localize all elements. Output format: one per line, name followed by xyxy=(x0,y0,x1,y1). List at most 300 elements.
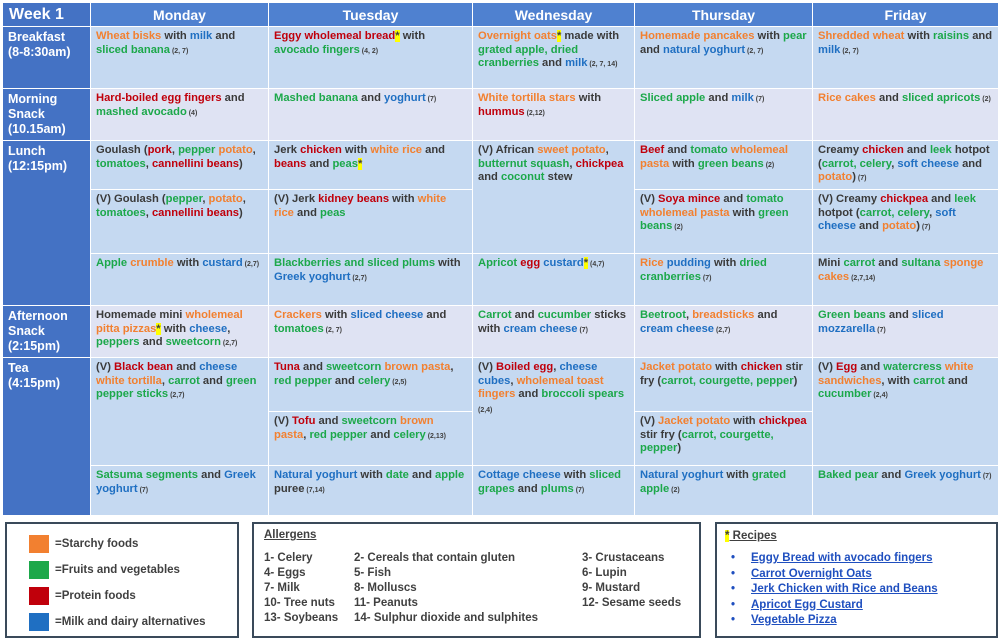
menu-cell xyxy=(813,358,999,466)
legend-swatch xyxy=(29,613,49,631)
menu-text: chicken xyxy=(740,361,783,373)
menu-text: and xyxy=(199,374,226,387)
menu-text: Apricot xyxy=(478,257,518,269)
menu-text: , xyxy=(553,361,560,373)
menu-text: peas xyxy=(320,206,346,219)
menu-cell xyxy=(473,306,635,358)
menu-text: and xyxy=(903,144,930,156)
menu-text: with xyxy=(730,415,759,427)
menu-text: peppers xyxy=(96,336,140,348)
menu-text: (7) xyxy=(875,326,886,334)
menu-text: and xyxy=(640,43,663,56)
menu-text: Black bean xyxy=(114,361,174,373)
menu-cell xyxy=(635,412,813,466)
menu-text: peas xyxy=(332,157,358,170)
menu-text: beans xyxy=(274,157,307,170)
menu-text: and xyxy=(331,374,358,387)
menu-text: (7) xyxy=(137,486,149,494)
allergen-item: 5- Fish xyxy=(354,567,392,579)
menu-text: green beans xyxy=(697,157,764,170)
menu-text: and xyxy=(357,92,385,104)
menu-text: potato xyxy=(818,171,853,183)
menu-text: tomato xyxy=(746,193,784,205)
meal-label-line: Breakfast xyxy=(8,30,65,44)
menu-text: (7) xyxy=(573,486,585,494)
menu-text: , xyxy=(161,374,169,387)
menu-text: (2,4) xyxy=(871,392,888,399)
menu-text: red pepper xyxy=(274,374,332,387)
menu-text: brown pasta xyxy=(384,361,451,373)
legend-label: =Milk and dairy alternatives xyxy=(55,616,206,628)
menu-cell xyxy=(269,141,473,190)
menu-text: and xyxy=(958,157,982,170)
recipe-list xyxy=(751,551,938,629)
menu-text: with xyxy=(341,144,371,156)
menu-text: (2, 7) xyxy=(323,326,343,334)
menu-cell xyxy=(473,27,635,89)
allergen-item: 3- Crustaceans xyxy=(582,552,665,564)
allergen-item: 14- Sulphur dioxide and sulphites xyxy=(354,612,539,624)
menu-text: custard xyxy=(543,257,584,269)
menu-text: wholemeal toast fingers xyxy=(478,374,604,400)
menu-text: , xyxy=(891,157,898,170)
menu-text: sponge cakes xyxy=(818,257,984,283)
menu-text: (V) xyxy=(274,415,293,427)
menu-text: Eggy wholemeal bread xyxy=(274,30,396,42)
menu-text: white rice xyxy=(274,193,447,219)
menu-text: (V) African xyxy=(478,144,538,156)
menu-text: and xyxy=(408,469,436,481)
menu-text: natural yoghurt xyxy=(663,43,746,56)
menu-text: Jacket potato xyxy=(640,361,713,373)
menu-text: yoghurt xyxy=(384,92,426,104)
menu-text: pudding xyxy=(666,257,711,269)
legend-label: =Starchy foods xyxy=(55,538,139,550)
menu-cell xyxy=(473,466,635,516)
meal-row xyxy=(3,141,999,190)
recipe-link[interactable]: • Vegetable Pizza xyxy=(751,613,938,629)
recipe-marker: * xyxy=(725,530,730,542)
menu-text: Rice xyxy=(640,257,664,269)
day-header: Tuesday xyxy=(269,3,473,27)
legend-swatch xyxy=(29,561,49,579)
menu-text: , xyxy=(605,144,609,156)
menu-text: tomatoes xyxy=(274,322,324,335)
menu-cell xyxy=(635,190,813,254)
menu-text: milk xyxy=(731,92,754,104)
day-header: Thursday xyxy=(635,3,813,27)
menu-text: stir fry ( xyxy=(640,428,682,441)
menu-cell xyxy=(473,254,635,306)
menu-text: (2,7) xyxy=(168,392,185,399)
meal-label-line: (4:15pm) xyxy=(8,376,61,390)
menu-text: and xyxy=(855,220,883,232)
menu-text: Homemade mini xyxy=(96,309,186,321)
menu-text: , xyxy=(510,374,517,387)
allergen-item: 2- Cereals that contain gluten xyxy=(354,552,516,564)
menu-text: kidney beans xyxy=(318,193,390,205)
menu-text: (2, 7) xyxy=(745,47,764,55)
meal-row xyxy=(3,27,999,89)
menu-text: Beetroot xyxy=(640,309,686,321)
menu-text: brown pasta xyxy=(274,415,434,441)
menu-text: pepper xyxy=(178,144,216,156)
menu-text: raisins xyxy=(933,30,970,42)
menu-text: cannellini beans xyxy=(151,206,239,219)
menu-text: , xyxy=(929,206,936,219)
menu-text: (4, 2) xyxy=(359,47,379,55)
menu-text: cheese xyxy=(199,361,238,373)
meal-label xyxy=(3,306,91,358)
meal-label-line: Tea xyxy=(8,361,29,375)
menu-cell xyxy=(91,254,269,306)
menu-text: (V) xyxy=(96,361,115,373)
menu-cell xyxy=(813,190,999,254)
menu-text: chicken xyxy=(862,144,904,156)
menu-cell xyxy=(473,358,635,466)
menu-text: soft cheese xyxy=(897,157,959,170)
menu-text: pork xyxy=(147,144,172,156)
menu-text: with xyxy=(560,469,590,481)
meal-label xyxy=(3,27,91,89)
menu-text: Cottage cheese xyxy=(478,469,561,481)
menu-text: Apple xyxy=(96,257,128,269)
menu-text: , xyxy=(686,309,693,321)
menu-text: (7) xyxy=(855,175,867,182)
menu-text: (7) xyxy=(425,96,437,103)
menu-text: carrot, celery xyxy=(859,206,930,219)
menu-text: carrot, celery xyxy=(821,157,892,170)
menu-text: milk xyxy=(565,57,588,69)
menu-text: stir fry ( xyxy=(640,361,803,387)
menu-text: chicken xyxy=(300,144,342,156)
menu-cell xyxy=(813,466,999,516)
recipes-title-text: Recipes xyxy=(729,530,777,542)
menu-text: leek xyxy=(929,144,952,156)
menu-cell xyxy=(635,254,813,306)
menu-text: ) xyxy=(852,171,856,183)
menu-text: (2,13) xyxy=(425,432,446,440)
menu-cell xyxy=(269,89,473,141)
menu-text: cucumber xyxy=(818,388,872,400)
menu-text: (V) xyxy=(640,193,659,205)
meal-label-line: Morning xyxy=(8,92,58,106)
menu-cell xyxy=(91,358,269,466)
menu-text: wholemeal pasta xyxy=(640,206,730,219)
menu-text: and xyxy=(664,144,691,156)
menu-text: sliced banana xyxy=(96,43,170,56)
menu-text: with xyxy=(710,257,740,269)
menu-cell xyxy=(91,306,269,358)
menu-text: and xyxy=(511,309,538,321)
menu-text: cannellini beans xyxy=(151,157,239,170)
weekly-menu-table xyxy=(2,2,999,516)
menu-text: (V) Goulash ( xyxy=(96,193,166,205)
legend-swatch xyxy=(29,535,49,553)
menu-text: Rice cakes xyxy=(818,92,876,104)
menu-text: and xyxy=(173,361,200,373)
menu-text: sliced apricots xyxy=(901,92,981,104)
meal-label xyxy=(3,89,91,141)
menu-text: and xyxy=(944,374,968,387)
recipe-link[interactable]: • Jerk Chicken with Rice and Beans xyxy=(751,582,938,598)
menu-text: hotpot ( xyxy=(818,144,990,170)
menu-text: , xyxy=(450,361,454,373)
menu-text: Mini xyxy=(818,257,844,269)
menu-text: (2,7) xyxy=(714,326,731,334)
menu-text: with xyxy=(435,257,461,269)
menu-cell xyxy=(635,89,813,141)
menu-text: with xyxy=(389,193,418,205)
allergen-item: 7- Milk xyxy=(264,582,300,594)
menu-text: , xyxy=(227,322,231,335)
menu-text: carrot xyxy=(913,374,945,387)
menu-text: celery xyxy=(393,428,426,441)
menu-text: date xyxy=(385,469,409,481)
menu-text: with xyxy=(173,257,203,269)
menu-text: (2) xyxy=(980,96,991,103)
menu-text: hotpot ( xyxy=(818,206,860,219)
menu-text: , with xyxy=(881,374,914,387)
recipe-link[interactable]: • Eggy Bread with avocado fingers xyxy=(751,551,938,567)
menu-text: wholemeal pasta xyxy=(640,144,788,170)
menu-text: Green beans xyxy=(818,309,886,321)
menu-text: plums xyxy=(540,482,574,495)
menu-text: and xyxy=(422,144,446,156)
menu-text: Shredded wheat xyxy=(818,30,905,42)
legend-swatch xyxy=(29,587,49,605)
menu-text: (7) xyxy=(753,96,765,103)
menu-text: sticks with xyxy=(478,309,626,335)
meal-row xyxy=(3,89,999,141)
menu-cell xyxy=(635,141,813,190)
menu-text: dried cranberries xyxy=(640,257,767,283)
menu-text: * xyxy=(156,322,161,335)
menu-text: egg xyxy=(520,257,541,269)
allergen-item: 9- Mustard xyxy=(582,582,641,594)
menu-cell xyxy=(91,190,269,254)
menu-text: and xyxy=(928,193,955,205)
menu-text: with xyxy=(357,469,386,481)
menu-text: and xyxy=(306,157,333,170)
recipe-link[interactable]: • Carrot Overnight Oats xyxy=(751,567,938,583)
menu-text: with xyxy=(904,30,934,42)
menu-text: and xyxy=(221,92,245,104)
menu-text: Beef xyxy=(640,144,665,156)
menu-text: cucumber xyxy=(537,309,592,321)
menu-cell xyxy=(813,141,999,190)
menu-text: (4,7) xyxy=(588,261,605,268)
day-header-row xyxy=(3,3,999,27)
menu-text: leek xyxy=(954,193,976,205)
menu-text: Tofu xyxy=(292,415,316,427)
menu-text: cream cheese xyxy=(503,322,578,335)
menu-text: tomato xyxy=(690,144,728,156)
meal-label-line: Afternoon xyxy=(8,309,68,323)
allergen-item: 10- Tree nuts xyxy=(264,597,335,609)
menu-text: Creamy xyxy=(818,144,863,156)
allergens-title: Allergens xyxy=(264,529,317,541)
menu-cell xyxy=(473,89,635,141)
menu-text: (2,7) xyxy=(220,340,238,347)
menu-text: Natural yoghurt xyxy=(640,469,724,481)
menu-cell xyxy=(635,306,813,358)
menu-cell xyxy=(269,27,473,89)
menu-text: and xyxy=(139,336,166,348)
menu-text: with xyxy=(712,361,741,373)
menu-text: with xyxy=(321,309,351,321)
menu-text: mashed avocado xyxy=(96,105,187,118)
menu-text: tomatoes xyxy=(96,157,146,170)
menu-cell xyxy=(269,412,473,466)
menu-cell xyxy=(269,254,473,306)
menu-text: chickpea xyxy=(575,157,624,170)
menu-text: carrot xyxy=(843,257,876,269)
menu-text: (7) xyxy=(700,274,712,282)
menu-text: (2,12) xyxy=(524,109,545,117)
menu-text: Blackberries and sliced plums xyxy=(274,257,436,269)
legend-label: =Protein foods xyxy=(55,590,136,602)
menu-text: grated apple xyxy=(640,469,787,495)
allergen-item: 11- Peanuts xyxy=(354,597,418,609)
menu-text: Greek yoghurt xyxy=(274,270,351,283)
menu-text: cheese xyxy=(189,322,228,335)
menu-text: (V) xyxy=(640,415,659,427)
meal-label xyxy=(3,141,91,306)
day-header: Wednesday xyxy=(473,3,635,27)
menu-text: potato xyxy=(218,144,253,156)
menu-text: Greek yoghurt xyxy=(96,469,256,495)
menu-text: and xyxy=(293,206,321,219)
menu-text: * xyxy=(357,157,363,170)
menu-text: (V) Creamy xyxy=(818,193,881,205)
menu-text: (7) xyxy=(577,326,589,334)
menu-text: pear xyxy=(783,30,807,42)
menu-text: puree xyxy=(274,482,305,495)
menu-text: , xyxy=(145,206,152,219)
menu-text: grated apple, dried cranberries xyxy=(478,43,579,69)
menu-text: Hard-boiled egg fingers xyxy=(96,92,222,104)
menu-cell xyxy=(813,89,999,141)
menu-text: potato xyxy=(208,193,243,205)
menu-text: and xyxy=(857,361,884,373)
menu-text: (V) xyxy=(818,361,837,373)
menu-text: and xyxy=(515,388,542,400)
menu-text: sweetcorn xyxy=(326,361,382,373)
menu-text: pepper xyxy=(165,193,203,205)
menu-cell xyxy=(635,358,813,412)
menu-text: with xyxy=(399,30,426,42)
menu-text: potato xyxy=(882,220,917,232)
menu-text: (4) xyxy=(186,109,198,117)
meal-row xyxy=(3,466,999,516)
menu-text: cheese cubes xyxy=(478,361,598,387)
menu-cell xyxy=(269,190,473,254)
meal-label-line: (10.15am) xyxy=(8,122,66,136)
menu-text: Carrot xyxy=(478,309,512,321)
menu-text: sweetcorn xyxy=(165,336,221,348)
legend-row xyxy=(29,612,206,632)
menu-cell xyxy=(91,466,269,516)
menu-text: Baked pear xyxy=(818,469,879,481)
menu-text: celery xyxy=(357,374,391,387)
menu-text: white sandwiches xyxy=(818,361,974,387)
day-header: Friday xyxy=(813,3,999,27)
menu-text: cream cheese xyxy=(640,322,715,335)
menu-text: chickpea xyxy=(880,193,929,205)
menu-text: and xyxy=(720,193,747,205)
meal-label-line: Snack xyxy=(8,107,45,121)
menu-text: * xyxy=(583,257,589,269)
menu-text: ) xyxy=(239,206,243,219)
menu-text: , xyxy=(569,157,576,170)
menu-cell xyxy=(91,141,269,190)
menu-text: (2, 7) xyxy=(840,47,859,55)
menu-text: (7) xyxy=(980,473,992,480)
meal-label-line: Snack xyxy=(8,324,45,338)
menu-text: and xyxy=(197,469,225,481)
allergen-item: 12- Sesame seeds xyxy=(582,597,682,609)
menu-text: soft cheese xyxy=(818,206,956,232)
meal-label-line: (2:15pm) xyxy=(8,339,61,353)
menu-text: Sliced apple xyxy=(640,92,706,104)
menu-text: carrot xyxy=(168,374,200,387)
menu-cell xyxy=(269,358,473,412)
meal-row xyxy=(3,254,999,306)
recipes-title xyxy=(725,530,777,542)
menu-cell xyxy=(635,27,813,89)
menu-text: sultana xyxy=(901,257,941,269)
menu-text: ) xyxy=(916,220,920,232)
menu-text: (2,4) xyxy=(478,406,493,414)
menu-text: and xyxy=(875,92,902,104)
menu-text: * xyxy=(395,30,400,42)
menu-text: Goulash ( xyxy=(96,144,148,156)
legend-row xyxy=(29,560,180,580)
menu-text: (2,7) xyxy=(350,274,367,282)
menu-text: and xyxy=(315,415,342,427)
menu-text: watercress xyxy=(883,361,942,373)
menu-text: made with xyxy=(561,30,620,42)
menu-cell xyxy=(813,254,999,306)
menu-text: Mashed banana xyxy=(274,92,358,104)
menu-text: (2) xyxy=(763,161,775,169)
meal-label-line: Lunch xyxy=(8,144,46,158)
menu-text: with xyxy=(161,30,190,42)
menu-text: Overnight oats xyxy=(478,30,557,42)
menu-text: sliced mozzarella xyxy=(818,309,944,335)
menu-text: coconut xyxy=(501,171,545,183)
menu-text: broccoli spears xyxy=(541,388,625,400)
menu-text: , xyxy=(202,193,209,205)
menu-text: and xyxy=(478,171,501,183)
menu-text: and xyxy=(538,57,566,69)
menu-text: butternut squash xyxy=(478,157,570,170)
meal-row xyxy=(3,358,999,412)
menu-text: and xyxy=(299,361,327,373)
menu-text: and xyxy=(367,428,394,441)
menu-text: , xyxy=(303,428,310,441)
menu-text: stew xyxy=(544,171,573,183)
menu-text: Natural yoghurt xyxy=(274,469,358,481)
recipe-link[interactable]: • Apricot Egg Custard xyxy=(751,598,938,614)
menu-text: and xyxy=(969,30,993,42)
menu-text: Boiled egg xyxy=(496,361,554,373)
menu-text: wholemeal pitta pizzas xyxy=(96,309,243,335)
allergen-item: 13- Soybeans xyxy=(264,612,339,624)
legend-label: =Fruits and vegetables xyxy=(55,564,180,576)
menu-text: and xyxy=(878,469,905,481)
